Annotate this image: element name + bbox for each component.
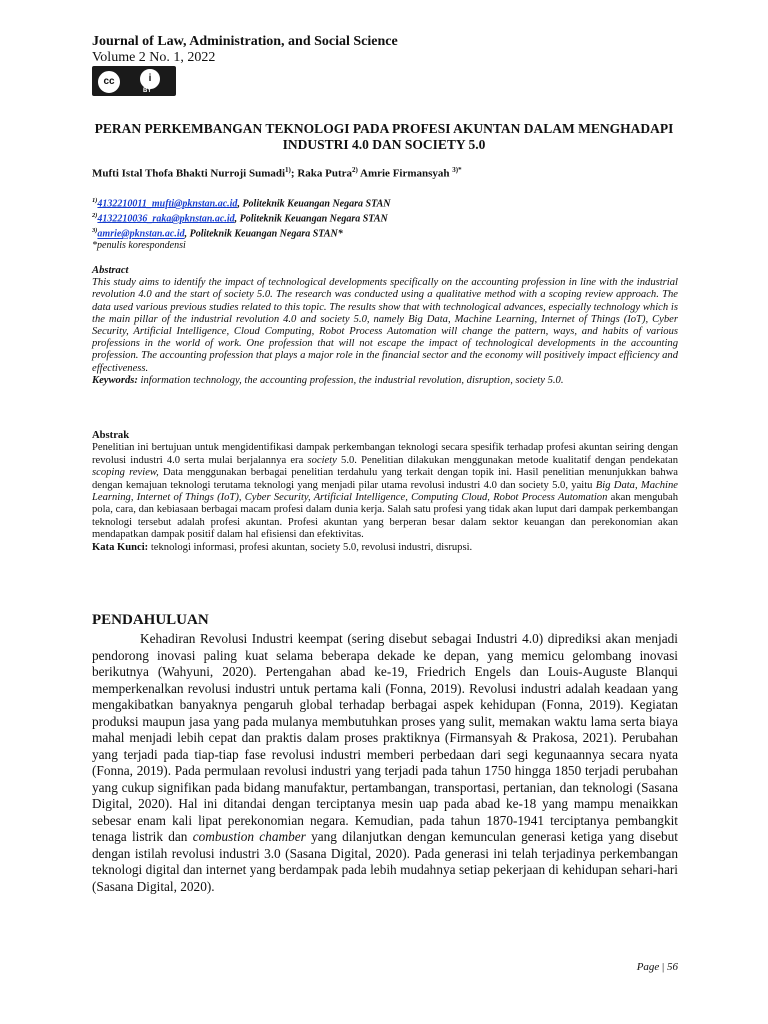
institution-name: , Politeknik Keuangan Negara STAN xyxy=(234,213,388,225)
page-separator: | xyxy=(659,961,667,973)
affiliation-line xyxy=(92,195,391,210)
abstrak-text-part: akan mengubah pola, cara, dan kebiasaan berbagai macam profesi dalam dunia kerja. Salah satu profesi yang tidak akan luput dari dampak perkembangan teknologi tersebut adalah profesi akuntan. Profesi akuntan yang berperan besar dalam sektor keuangan dan perekonomian akan mendapatkan dampak positif dalam hal efisiensi dan efektivitas. xyxy=(92,492,678,541)
affiliation-mark: 1) xyxy=(92,197,98,204)
kata-kunci-text: teknologi informasi, profesi akuntan, society 5.0, revolusi industri, disrupsi. xyxy=(148,541,473,553)
author-mark: 1) xyxy=(285,166,291,174)
author-list xyxy=(92,166,462,180)
paper-title: PERAN PERKEMBANGAN TEKNOLOGI PADA PROFESI AKUNTAN DALAM MENGHADAPI INDUSTRI 4.0 DAN SOCIETY 5.0 xyxy=(94,121,674,152)
keywords-label: Keywords: xyxy=(92,374,138,386)
section-heading: PENDAHULUAN xyxy=(92,612,209,628)
email-link[interactable]: amrie@pknstan.ac.id xyxy=(97,228,185,240)
kata-kunci-line xyxy=(92,542,678,554)
abstrak-heading: Abstrak xyxy=(92,430,130,441)
body-italic-term: combustion chamber xyxy=(192,829,306,844)
author-mark: 2) xyxy=(352,166,358,174)
page-footer xyxy=(637,961,678,973)
keywords-line xyxy=(92,375,678,387)
institution-name: , Politeknik Keuangan Negara STAN xyxy=(237,198,391,210)
abstrak-text-part: 5.0. Penelitian dilakukan menggunakan metode kualitatif dengan pendekatan xyxy=(336,454,678,466)
abstrak-text xyxy=(92,442,678,541)
abstract-english xyxy=(92,265,678,387)
abstract-heading: Abstract xyxy=(92,265,129,276)
author-name: Mufti Istal Thofa Bhakti Nurroji Sumadi xyxy=(92,167,286,180)
correspondence-note: *penulis korespondensi xyxy=(92,240,186,252)
author-separator: ; xyxy=(290,167,298,180)
affiliation-mark: 2) xyxy=(92,212,98,220)
affiliation-mark: 3) xyxy=(92,227,98,235)
email-link[interactable]: 4132210011_mufti@pknstan.ac.id xyxy=(97,198,238,210)
creative-commons-icon: cc xyxy=(96,69,122,95)
body-text-part: Kehadiran Revolusi Industri keempat (sering disebut sebagai Industri 4.0) diprediksi akan menjadi pendorong inovasi paling kuat selama beberapa dekade ke depan, yang memicu gelombang inovasi berikutnya (Wahyuni, 2020). Pertengahan abad ke-19, Friedrich Engels dan Louis-Auguste Blanqui memperkenalkan revolusi industri untuk pertama kali (Fonna, 2019). Revolusi industri adalah keadaan yang mengakibatkan banyaknya pengaruh global terhadap berbagai aspek kehidupan (Fonna, 2019). Kegiatan produksi maupun jasa yang pada mulanya membutuhkan proses yang sulit, memakan waktu lama serta biaya mahal menjadi lebih cepat dan praktis dalam proses praktiknya (Firmansyah & Prakosa, 2021). Perubahan yang terjadi pada tiap-tiap fase revolusi industri memberi perbedaan dari segi kegunaannya secara nyata (Fonna, 2019). Pada permulaan revolusi industri yang terjadi pada tahun 1750 hingga 1850 terjadi perubahan yang cukup signifikan pada bidang manufaktur, pertambangan, transportasi, pertanian, dan teknologi (Sasana Digital, 2020). Hal ini ditandai dengan terciptanya mesin uap pada abad ke-18 yang mampu menaikkan sebesar enam kali lipat perekonomian negara. Kemudian, pada tahun 1870-1941 terciptanya pembangkit tenaga listrik dan xyxy=(92,631,678,844)
page-label: Page xyxy=(636,961,660,973)
abstrak-text-part: Data menggunakan berbagai penelitian terdahulu yang terkait dengan topik ini. Hasil penelitian menunjukkan bahwa dengan kemajuan teknologi terutama teknologi yang menjadi pilar utama revolusi industri 4.0 dan society 5.0, yaitu xyxy=(92,467,679,491)
abstrak-italic-term: scoping review, xyxy=(92,467,159,479)
keywords-text: information technology, the accounting profession, the industrial revolution, disruption, society 5.0. xyxy=(137,374,564,386)
affiliation-list xyxy=(92,195,391,252)
body-paragraph xyxy=(92,631,678,895)
abstract-text: This study aims to identify the impact of technological developments specifically on the accounting profession in line with the industrial revolution 4.0 and the start of society 5.0. The research was conducted using a qualitative method with a scoping review approach. The data used various previous studies related to this topic. The results show that with technological advances, especially technology which is the main pillar of the industrial revolution 4.0 and society 5.0, namely Big Data, Machine Learning, Internet of Things (IoT), Cyber Security, Artificial Intelligence, Cloud Computing, Robot Process Automation will change the pattern, ways, and habits of various professions in the world of work. One profession that will not escape the impact of technological developments in the accounting profession. The accounting profession that plays a major role in the financial sector and the economy will positively impact efficiency and effectiveness. xyxy=(92,277,678,374)
abstrak-italic-term: Big Data, Machine Learning, Internet of Things (IoT), Cyber Security, Artificial Intelligence, Computing Cloud, Robot Process Automation xyxy=(92,479,678,504)
abstract-indonesian xyxy=(92,430,678,554)
journal-volume: Volume 2 No. 1, 2022 xyxy=(92,50,216,65)
abstrak-italic-term: society xyxy=(307,454,337,466)
author-name: Amrie Firmansyah xyxy=(360,167,453,180)
author-mark: 3)* xyxy=(452,166,462,174)
attribution-icon: i xyxy=(138,67,162,91)
affiliation-line xyxy=(92,210,391,225)
abstrak-text-part: Penelitian ini bertujuan untuk mengidentifikasi dampak perkembangan teknologi secara spesifik terhadap profesi akuntan seiring dengan revolusi industri 4.0 serta mulai berjalannya era xyxy=(92,442,678,466)
page-number: 56 xyxy=(667,961,678,973)
affiliation-line xyxy=(92,225,391,240)
body-text-part: yang dilanjutkan dengan kemunculan generasi ketiga yang disebut dengan istilah revolusi industri 3.0 (Sasana Digital, 2020). Pada generasi ini telah terjadinya perkembangan teknologi digital dan internet yang berdampak pada lebih mudahnya setiap pekerjaan di kehidupan sehari-hari (Sasana Digital, 2020). xyxy=(92,829,678,894)
journal-title: Journal of Law, Administration, and Social Science xyxy=(92,34,398,49)
email-link[interactable]: 4132210036_raka@pknstan.ac.id xyxy=(97,213,235,225)
institution-name: , Politeknik Keuangan Negara STAN* xyxy=(184,228,343,240)
section-body xyxy=(92,631,678,895)
license-caption: BY xyxy=(143,88,152,94)
kata-kunci-label: Kata Kunci: xyxy=(92,541,149,553)
author-name: Raka Putra xyxy=(297,167,353,180)
cc-by-license-badge[interactable] xyxy=(92,66,176,96)
